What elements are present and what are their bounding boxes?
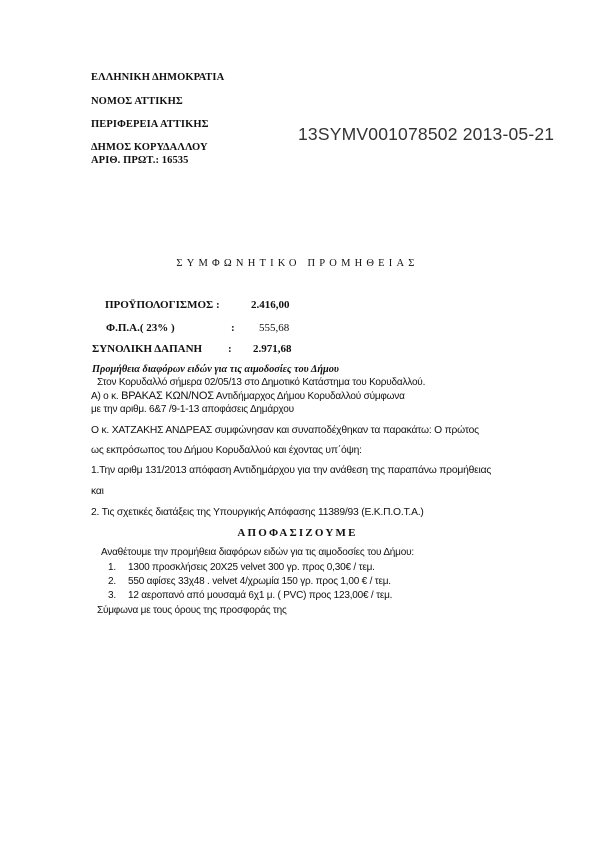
- header-line-region: ΠΕΡΙΦΕΡΕΙΑ ΑΤΤΙΚΗΣ: [91, 119, 209, 130]
- budget-value-vat: 555,68: [259, 322, 290, 334]
- party-a-name: ΒΡΑΚΑΣ ΚΩΝ/ΝΟΣ: [121, 390, 214, 402]
- party-a-prefix: Α) ο κ.: [91, 391, 122, 402]
- list-item: [108, 562, 375, 573]
- paragraph-reference-1-line1: 1.Την αριθμ 131/2013 απόφαση Αντιδημάρχου για την ανάθεση της παραπάνω προμήθειας: [91, 465, 492, 476]
- list-item-text: 550 αφίσες 33χ48 . velvet 4/χρωμία 150 γρ. προς 1,00 € / τεμ.: [128, 576, 391, 587]
- budget-sep-vat: :: [231, 322, 235, 334]
- budget-value-preliminary: 2.416,00: [251, 299, 290, 311]
- decision-intro: Αναθέτουμε την προμήθεια διαφόρων ειδών για τις αιμοδοσίες του Δήμου:: [101, 547, 414, 558]
- list-item: [108, 590, 392, 601]
- list-item-text: 12 αεροπανό από μουσαμά 6χ1 μ. ( PVC) προς 123,00€ / τεμ.: [128, 590, 393, 601]
- intro-line-party-a: [91, 390, 405, 402]
- header-protocol-number: ΑΡΙΘ. ΠΡΩΤ.: 16535: [91, 155, 189, 166]
- paragraph-reference-2: 2. Τις σχετικές διατάξεις της Υπουργικής Απόφασης 11389/93 (Ε.Κ.Π.Ο.Τ.Α.): [91, 507, 424, 518]
- list-item: [108, 576, 391, 587]
- budget-label-vat: Φ.Π.Α.( 23% ): [106, 322, 175, 334]
- list-item-text: 1300 προσκλήσεις 20Χ25 velvet 300 γρ. προς 0,30€ / τεμ.: [128, 562, 375, 573]
- paragraph-reference-1-line2: και: [91, 486, 104, 497]
- header-line-republic: ΕΛΛΗΝΙΚΗ ΔΗΜΟΚΡΑΤΙΑ: [91, 72, 225, 83]
- header-line-prefecture: ΝΟΜΟΣ ΑΤΤΙΚΗΣ: [91, 96, 183, 107]
- intro-line-place-date: Στον Κορυδαλλό σήμερα 02/05/13 στο Δημοτικό Κατάστημα του Κορυδαλλού.: [97, 377, 426, 388]
- party-a-role: Αντιδήμαρχος Δήμου Κορυδαλλού σύμφωνα: [213, 391, 405, 402]
- budget-label-total: ΣΥΝΟΛΙΚΗ ΔΑΠΑΝΗ: [92, 343, 203, 355]
- budget-label-preliminary: ΠΡΟΫΠΟΛΟΓΙΣΜΟΣ :: [105, 299, 220, 311]
- decisions-heading: ΑΠΟΦΑΣΙΖΟΥΜΕ: [237, 527, 358, 539]
- budget-sep-total: :: [228, 343, 232, 355]
- paragraph-party-b-line2: ως εκπρόσωπος του Δήμου Κορυδαλλού και έχοντας υπ΄όψη:: [91, 445, 362, 456]
- list-item-number: 2.: [108, 576, 116, 587]
- list-item-number: 1.: [108, 562, 116, 573]
- intro-line-decision-refs: με την αριθμ. 6&7 /9-1-13 αποφάσεις Δημάρχου: [91, 404, 294, 415]
- paragraph-party-b-line1: Ο κ. ΧΑΤΖΑΚΗΣ ΑΝΔΡΕΑΣ συμφώνησαν και συναποδέχθηκαν τα παρακάτω: Ο πρώτος: [91, 425, 479, 436]
- document-stamp-id: 13SYMV001078502 2013-05-21: [298, 124, 555, 144]
- header-line-municipality: ΔΗΜΟΣ ΚΟΡΥΔΑΛΛΟΥ: [91, 142, 208, 153]
- list-item-number: 3.: [108, 590, 116, 601]
- budget-value-total: 2.971,68: [253, 343, 292, 355]
- document-title: ΣΥΜΦΩΝΗΤΙΚΟ ΠΡΟΜΗΘΕΙΑΣ: [176, 258, 419, 269]
- subject-line: Προμήθεια διαφόρων ειδών για τις αιμοδοσίες του Δήμου: [92, 364, 339, 375]
- closing-line: Σύμφωνα με τους όρους της προσφοράς της: [97, 605, 287, 616]
